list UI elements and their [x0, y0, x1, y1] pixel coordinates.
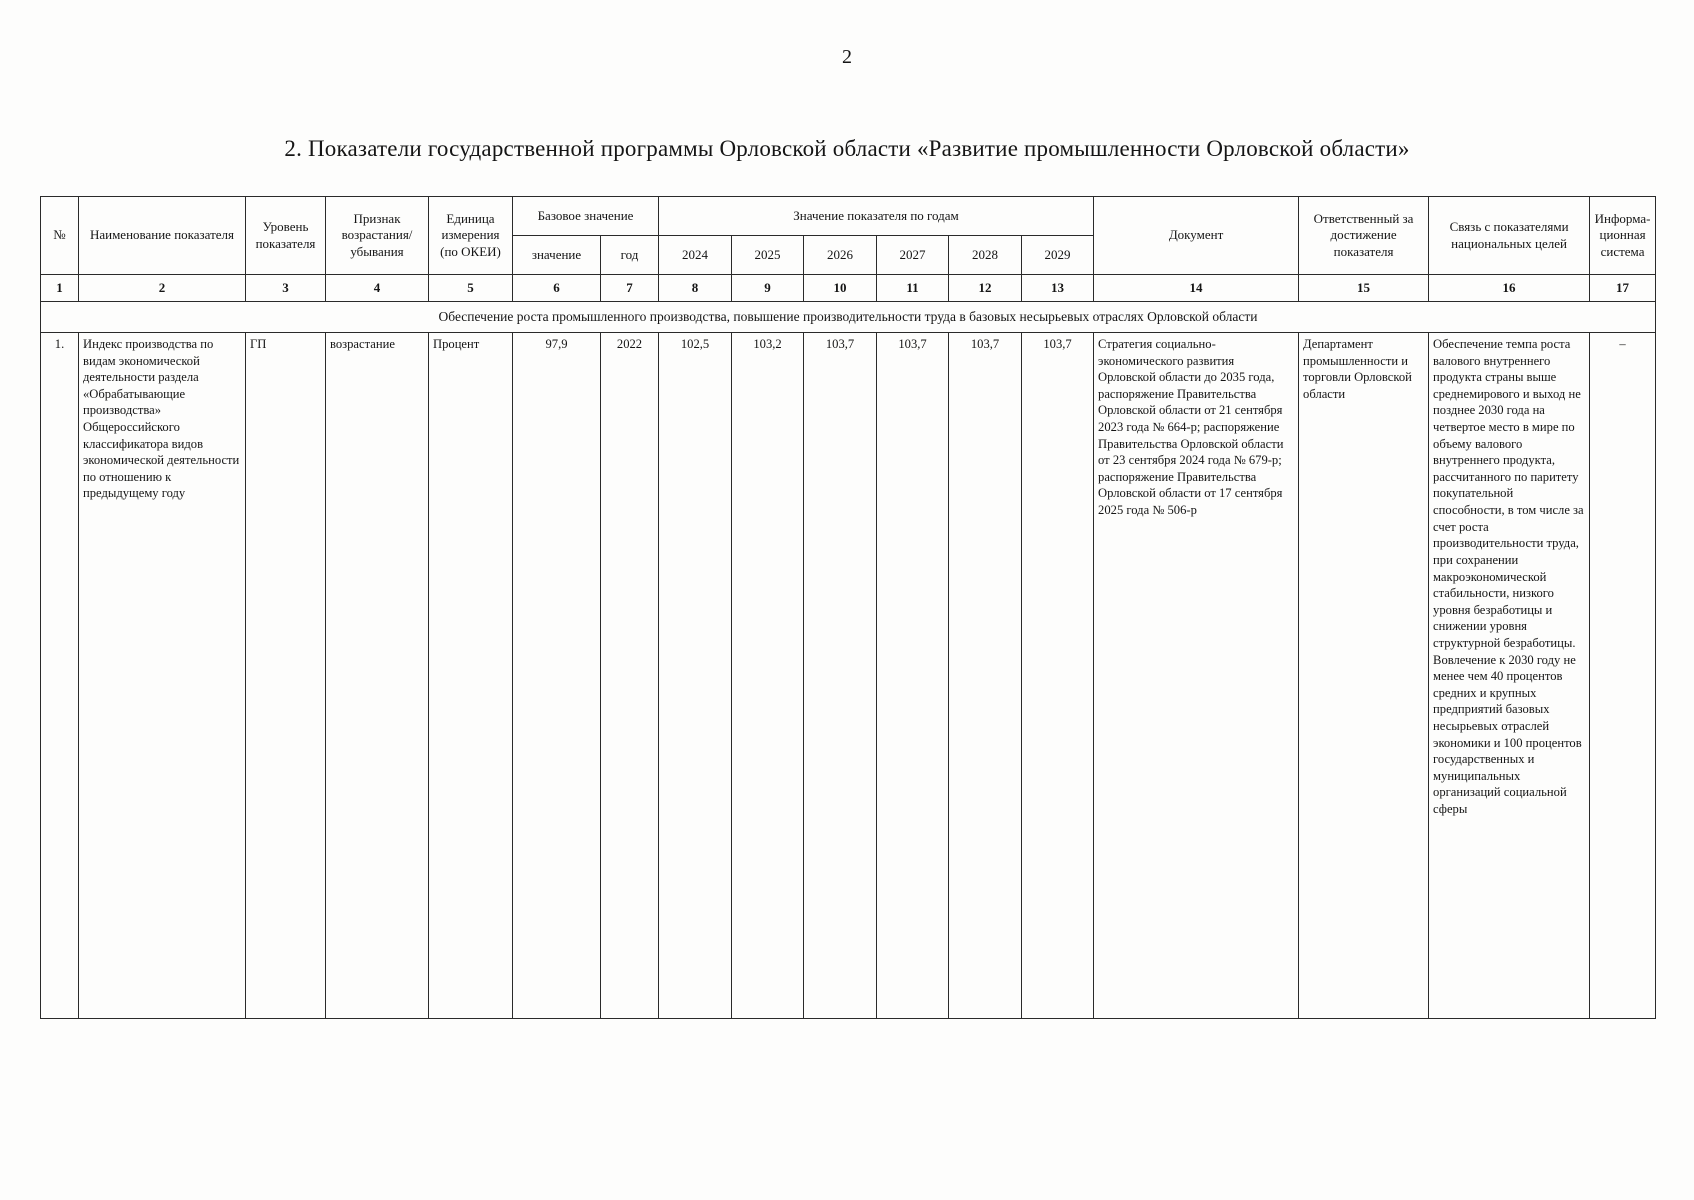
- header-year-2026: 2026: [804, 236, 877, 275]
- cell-num: 1.: [41, 333, 79, 1019]
- header-year-2024: 2024: [659, 236, 732, 275]
- header-year-2027: 2027: [877, 236, 949, 275]
- header-row-groups: [41, 197, 1656, 236]
- colnum-15: 15: [1299, 275, 1429, 302]
- cell-value-2029: 103,7: [1022, 333, 1094, 1019]
- page-number: 2: [842, 46, 852, 68]
- header-responsible: Ответственный за достижение показателя: [1299, 197, 1429, 275]
- colnum-4: 4: [326, 275, 429, 302]
- cell-base-year: 2022: [601, 333, 659, 1019]
- colnum-8: 8: [659, 275, 732, 302]
- cell-national-goals: Обеспечение темпа роста валового внутреннего продукта страны выше среднемирового и выход не позднее 2030 года на четвертое место в мире по объему валового внутреннего продукта, рассчитанного по паритету покупательной способности, в том числе за счет роста производительности труда, при сохранении макроэкономической стабильности, низкого уровня безработицы и снижении уровня структурной безработицы. Вовлечение к 2030 году не менее чем 40 процентов средних и крупных предприятий базовых несырьевых отраслей экономики и 100 процентов государственных и муниципальных организаций социальной сферы: [1429, 333, 1590, 1019]
- header-base-value: значение: [513, 236, 601, 275]
- header-num: №: [41, 197, 79, 275]
- header-unit: Единица измерения (по ОКЕИ): [429, 197, 513, 275]
- indicators-table: [40, 196, 1656, 1019]
- header-national: Связь с показателями национальных целей: [1429, 197, 1590, 275]
- cell-level: ГП: [246, 333, 326, 1019]
- cell-value-2026: 103,7: [804, 333, 877, 1019]
- header-infosystem: Информа-ционная система: [1590, 197, 1656, 275]
- header-trend: Признак возрастания/ убывания: [326, 197, 429, 275]
- colnum-6: 6: [513, 275, 601, 302]
- header-year-2029: 2029: [1022, 236, 1094, 275]
- colnum-3: 3: [246, 275, 326, 302]
- cell-value-2027: 103,7: [877, 333, 949, 1019]
- colnum-13: 13: [1022, 275, 1094, 302]
- colnum-10: 10: [804, 275, 877, 302]
- cell-infosystem: –: [1590, 333, 1656, 1019]
- header-level: Уровень показателя: [246, 197, 326, 275]
- header-year-2025: 2025: [732, 236, 804, 275]
- colnum-11: 11: [877, 275, 949, 302]
- colnum-16: 16: [1429, 275, 1590, 302]
- section-row: [41, 302, 1656, 333]
- header-name: Наименование показателя: [79, 197, 246, 275]
- colnum-7: 7: [601, 275, 659, 302]
- colnum-5: 5: [429, 275, 513, 302]
- colnum-1: 1: [41, 275, 79, 302]
- header-document: Документ: [1094, 197, 1299, 275]
- colnum-14: 14: [1094, 275, 1299, 302]
- cell-document: Стратегия социально-экономического развития Орловской области до 2035 года, распоряжение Правительства Орловской области от 21 сентября 2023 года № 664-р; распоряжение Правительства Орловской области от 23 сентября 2024 года № 679-р; распоряжение Правительства Орловской области от 17 сентября 2025 года № 506-р: [1094, 333, 1299, 1019]
- document-title: 2. Показатели государственной программы Орловской области «Развитие промышленности Орловской области»: [284, 136, 1410, 161]
- section-title: Обеспечение роста промышленного производства, повышение производительности труда в базовых несырьевых отраслях Орловской области: [41, 302, 1656, 333]
- colnum-12: 12: [949, 275, 1022, 302]
- header-years-group: Значение показателя по годам: [659, 197, 1094, 236]
- colnum-9: 9: [732, 275, 804, 302]
- header-base-group: Базовое значение: [513, 197, 659, 236]
- colnum-17: 17: [1590, 275, 1656, 302]
- cell-value-2024: 102,5: [659, 333, 732, 1019]
- cell-base-value: 97,9: [513, 333, 601, 1019]
- cell-responsible: Департамент промышленности и торговли Орловской области: [1299, 333, 1429, 1019]
- table-row: [41, 333, 1656, 1019]
- cell-trend: возрастание: [326, 333, 429, 1019]
- header-base-year: год: [601, 236, 659, 275]
- column-numbers-row: [41, 275, 1656, 302]
- cell-indicator-name: Индекс производства по видам экономической деятельности раздела «Обрабатывающие производства» Общероссийского классификатора видов экономической деятельности по отношению к предыдущему году: [79, 333, 246, 1019]
- header-year-2028: 2028: [949, 236, 1022, 275]
- cell-unit: Процент: [429, 333, 513, 1019]
- cell-value-2025: 103,2: [732, 333, 804, 1019]
- cell-value-2028: 103,7: [949, 333, 1022, 1019]
- colnum-2: 2: [79, 275, 246, 302]
